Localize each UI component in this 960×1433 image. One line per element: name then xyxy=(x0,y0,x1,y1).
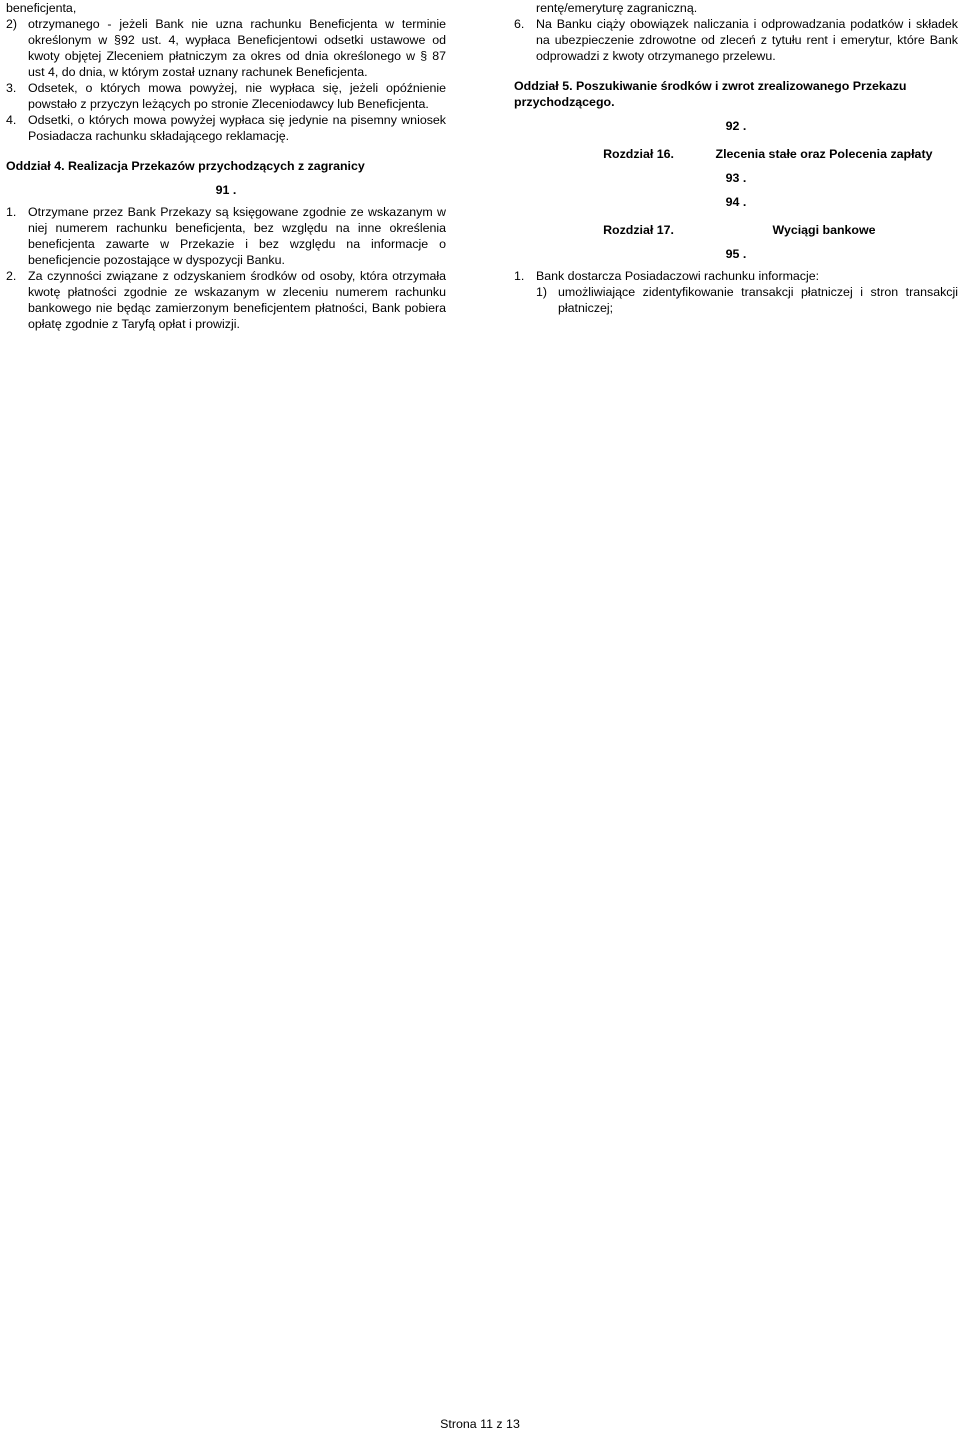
list-item-number: 1) xyxy=(536,285,548,299)
list-item-number: 1. xyxy=(6,205,17,219)
paragraph-heading: 94 . xyxy=(725,195,747,209)
list-item xyxy=(6,112,446,144)
list-item-number: 6. xyxy=(514,17,525,31)
list-item xyxy=(6,80,446,112)
chapter-number: Rozdział 17. xyxy=(603,223,674,237)
list-item-text: Odsetek, o których mowa powyżej, nie wypłaca się, jeżeli opóźnienie powstało z przyczyn leżących po stronie Zleceniodawcy lub Beneficjenta. xyxy=(28,81,446,111)
list-item xyxy=(6,268,446,332)
paragraph-heading: 93 . xyxy=(725,171,747,185)
section-title: Oddział 5. Poszukiwanie środków i zwrot zrealizowanego Przekazu przychodzącego. xyxy=(514,79,907,109)
list-item-text: Bank dostarcza Posiadaczowi rachunku informacje: xyxy=(536,269,820,283)
page-number: Strona 11 z 13 xyxy=(440,1417,520,1431)
list-item xyxy=(6,204,446,268)
paragraph-heading: 95 . xyxy=(725,247,747,261)
paragraph-heading: 91 . xyxy=(215,183,237,197)
list-item xyxy=(514,268,958,284)
left-column xyxy=(6,0,446,332)
chapter-title: Zlecenia stałe oraz Polecenia zapłaty xyxy=(715,147,933,161)
list-item: 2) otrzymanego - jeżeli Bank nie uzna rachunku Beneficjenta w terminie określonym w §92 ust. 4, wypłaca Beneficjentowi odsetki ustawowe od kwoty objętej Zleceniem płatniczym za okres od dnia określonego w § 87 ust 4, do dnia, w którym został uznany rachunek Beneficjenta. xyxy=(6,17,446,79)
right-column xyxy=(514,0,958,316)
list-item xyxy=(514,284,958,316)
paragraph-heading: 92 . xyxy=(725,119,747,133)
list-item-number: 1. xyxy=(514,269,525,283)
list-item-text: Za czynności związane z odzyskaniem środków od osoby, która otrzymała kwotę płatności zgodnie ze wskazanym w zleceniu numerem rachunku bankowego nie będąc zamierzonym beneficjentem płatności, Bank pobiera opłatę zgodnie z Taryfą opłat i prowizji. xyxy=(28,269,446,331)
list-item-text: Na Banku ciąży obowiązek naliczania i odprowadzania podatków i składek na ubezpieczenie zdrowotne od zleceń z tytułu rent i emerytur, które Bank odprowadzi z kwoty otrzymanego przelewu. xyxy=(536,17,958,63)
right-intro: rentę/emeryturę zagraniczną. xyxy=(536,1,698,15)
list-item-text: Odsetki, o których mowa powyżej wypłaca się jedynie na pisemny wniosek Posiadacza rachunku składającego reklamację. xyxy=(28,113,446,143)
chapter-title: Wyciągi bankowe xyxy=(772,223,876,237)
list-item-text: Otrzymane przez Bank Przekazy są księgowane zgodnie ze wskazanym w niej numerem rachunku beneficjenta, bez względu na inne określenia beneficjenta zawarte w Przekazie i bez względu na informacje o beneficjencie pozostające w dyspozycji Banku. xyxy=(28,205,446,267)
left-intro: beneficjenta, xyxy=(6,1,77,15)
list-item xyxy=(514,16,958,64)
chapter-heading xyxy=(514,146,958,162)
section-title: Oddział 4. Realizacja Przekazów przychodzących z zagranicy xyxy=(6,159,365,173)
list-item-number: 4. xyxy=(6,113,17,127)
list-item-text: umożliwiające zidentyfikowanie transakcji płatniczej i stron transakcji płatniczej; xyxy=(558,285,958,315)
chapter-heading xyxy=(514,222,958,238)
chapter-number: Rozdział 16. xyxy=(603,147,674,161)
list-item-text: otrzymanego - jeżeli Bank nie uzna rachunku Beneficjenta w terminie określonym w §92 ust. 4, wypłaca Beneficjentowi odsetki ustawowe od kwoty objętej Zleceniem płatniczym za okres od dnia określonego w § 87 ust 4, do dnia, w którym został uznany rachunek Beneficjenta. xyxy=(28,17,446,79)
list-item-number: 3. xyxy=(6,81,17,95)
list-item-number: 2. xyxy=(6,269,17,283)
